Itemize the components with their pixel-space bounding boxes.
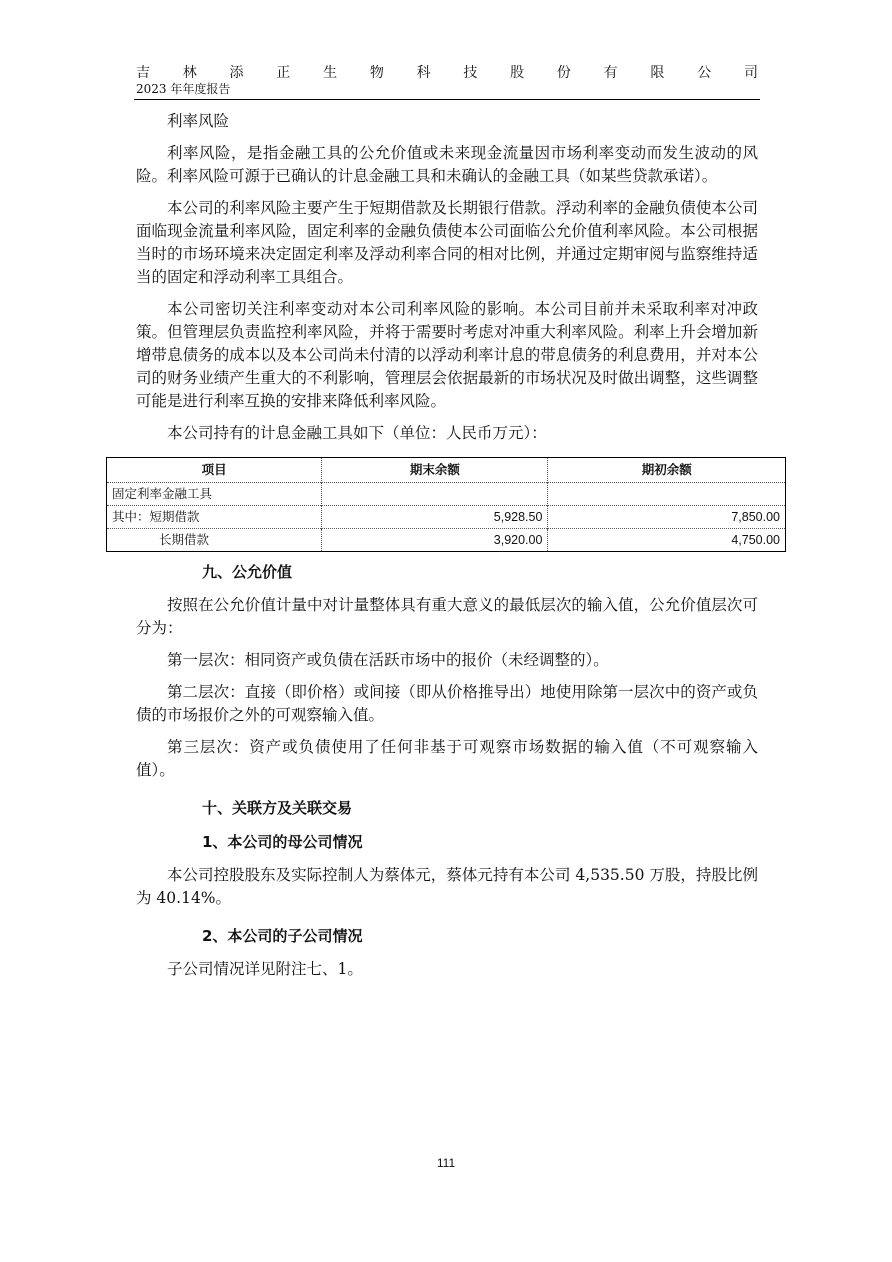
row-label: 长期借款 <box>107 529 322 552</box>
company-char: 技 <box>463 65 478 81</box>
column-header: 项目 <box>201 462 227 477</box>
header-divider <box>134 99 760 100</box>
company-char: 限 <box>650 65 665 81</box>
company-char: 生 <box>323 65 338 81</box>
company-char: 科 <box>416 65 431 81</box>
paragraph: 按照在公允价值计量中对计量整体具有重大意义的最低层次的输入值，公允价值层次可分为： <box>136 596 758 637</box>
row-label: 其中：短期借款 <box>107 506 322 529</box>
company-char: 份 <box>556 65 571 81</box>
table-row <box>107 529 786 552</box>
company-char: 有 <box>603 65 618 81</box>
paragraph: 利率风险，是指金融工具的公允价值或未来现金流量因市场利率变动而发生波动的风险。利率风险可源于已确认的计息金融工具和未确认的金融工具（如某些贷款承诺）。 <box>136 144 758 185</box>
company-char: 正 <box>276 65 291 81</box>
company-char: 林 <box>182 65 197 81</box>
row-label: 固定利率金融工具 <box>107 483 322 506</box>
column-header: 期初余额 <box>548 458 786 483</box>
begin-balance <box>548 483 786 506</box>
company-char: 吉 <box>136 65 150 81</box>
paragraph: 本公司密切关注利率变动对本公司利率风险的影响。本公司目前并未采取利率对冲政策。但管理层负责监控利率风险，并将于需要时考虑对冲重大利率风险。利率上升会增加新增带息债务的成本以及本公司尚未付清的以浮动利率计息的带息债务的利息费用，并对本公司的财务业绩产生重大的不利影响，管理层会依据最新的市场状况及时做出调整，这些调整可能是进行利率互换的安排来降低利率风险。 <box>136 300 758 410</box>
begin-balance: 4,750.00 <box>548 529 786 552</box>
interest-instruments-table <box>106 457 786 552</box>
parent-company-heading: 1、本公司的母公司情况 <box>202 833 363 851</box>
paragraph: 本公司控股股东及实际控制人为蔡体元，蔡体元持有本公司 4,535.50 万股，持股比例为 40.14%。 <box>136 866 758 907</box>
subsidiaries-heading: 2、本公司的子公司情况 <box>202 927 363 945</box>
paragraph: 子公司情况详见附注七、1。 <box>167 960 363 978</box>
end-balance: 5,928.50 <box>322 506 548 529</box>
paragraph: 第三层次：资产或负债使用了任何非基于可观察市场数据的输入值（不可观察输入值）。 <box>136 738 758 779</box>
interest-risk-heading: 利率风险 <box>167 112 230 130</box>
end-balance: 3,920.00 <box>322 529 548 552</box>
paragraph: 本公司持有的计息金融工具如下（单位：人民币万元）： <box>167 424 547 442</box>
company-char: 公 <box>697 65 712 81</box>
report-title: 2023 年年度报告 <box>136 82 231 96</box>
end-balance <box>322 483 548 506</box>
company-char: 股 <box>510 65 525 81</box>
fair-value-heading: 九、公允价值 <box>202 563 293 581</box>
table-header-row <box>107 458 786 483</box>
page-number: 111 <box>436 1156 456 1170</box>
paragraph: 第一层次：相同资产或负债在活跃市场中的报价（未经调整的）。 <box>167 651 609 669</box>
begin-balance: 7,850.00 <box>548 506 786 529</box>
table-row <box>107 483 786 506</box>
table-row <box>107 506 786 529</box>
paragraph: 第二层次：直接（即价格）或间接（即从价格推导出）地使用除第一层次中的资产或负债的市场报价之外的可观察输入值。 <box>136 683 758 724</box>
company-char: 司 <box>743 65 758 81</box>
related-parties-heading: 十、关联方及关联交易 <box>202 799 353 817</box>
header-company-name <box>136 64 758 82</box>
page-content <box>112 110 780 990</box>
company-char: 添 <box>229 65 244 81</box>
column-header: 期末余额 <box>322 458 548 483</box>
paragraph: 本公司的利率风险主要产生于短期借款及长期银行借款。浮动利率的金融负债使本公司面临现金流量利率风险，固定利率的金融负债使本公司面临公允价值利率风险。本公司根据当时的市场环境来决定固定利率及浮动利率合同的相对比例，并通过定期审阅与监察维持适当的固定和浮动利率工具组合。 <box>136 199 758 286</box>
company-char: 物 <box>369 65 384 81</box>
